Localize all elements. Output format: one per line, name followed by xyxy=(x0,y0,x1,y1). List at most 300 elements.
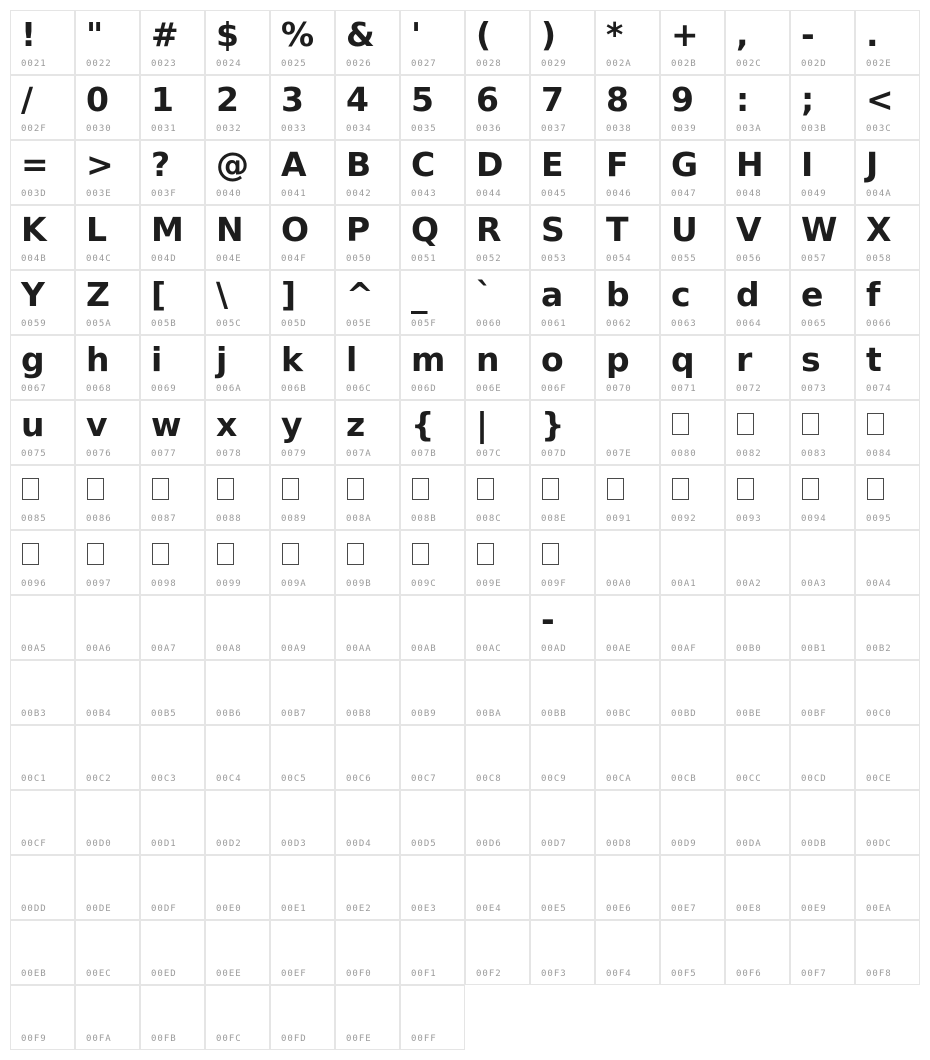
glyph-cell-0052 xyxy=(465,205,530,270)
glyph-cell-004B xyxy=(10,205,75,270)
glyph: } xyxy=(541,405,565,444)
glyph-cell-0087 xyxy=(140,465,205,530)
glyph-cell-00A4 xyxy=(855,530,920,595)
codepoint-label: 005A xyxy=(86,319,112,329)
glyph: O xyxy=(281,210,310,249)
glyph: ^ xyxy=(346,275,374,314)
codepoint-label: 004C xyxy=(86,254,112,264)
glyph: ; xyxy=(801,80,815,119)
grid-row xyxy=(10,985,920,1050)
glyph-cell-00C1 xyxy=(10,725,75,790)
glyph: I xyxy=(801,145,814,184)
glyph: B xyxy=(346,145,372,184)
glyph: R xyxy=(476,210,502,249)
glyph-cell-0076 xyxy=(75,400,140,465)
glyph-cell-00B5 xyxy=(140,660,205,725)
grid-row xyxy=(10,335,920,400)
notdef-box-icon xyxy=(217,543,234,565)
glyph: F xyxy=(606,145,629,184)
codepoint-label: 00C9 xyxy=(541,774,567,784)
codepoint-label: 0098 xyxy=(151,579,177,589)
glyph-cell-00A5 xyxy=(10,595,75,660)
glyph: 5 xyxy=(411,80,434,119)
glyph-cell-0032 xyxy=(205,75,270,140)
glyph-cell-00E6 xyxy=(595,855,660,920)
grid-row xyxy=(10,10,920,75)
codepoint-label: 007D xyxy=(541,449,567,459)
glyph-cell-003A xyxy=(725,75,790,140)
grid-row xyxy=(10,790,920,855)
codepoint-label: 0085 xyxy=(21,514,47,524)
glyph-cell-0045 xyxy=(530,140,595,205)
glyph-cell-0085 xyxy=(10,465,75,530)
glyph-cell-0088 xyxy=(205,465,270,530)
notdef-box-icon xyxy=(672,413,689,435)
codepoint-label: 002F xyxy=(21,124,47,134)
codepoint-label: 0054 xyxy=(606,254,632,264)
glyph-cell-002E xyxy=(855,10,920,75)
glyph-cell-00A1 xyxy=(660,530,725,595)
codepoint-label: 00B1 xyxy=(801,644,827,654)
codepoint-label: 00D7 xyxy=(541,839,567,849)
glyph-cell-00AA xyxy=(335,595,400,660)
glyph-cell-00BC xyxy=(595,660,660,725)
codepoint-label: 00BD xyxy=(671,709,697,719)
glyph: u xyxy=(21,405,45,444)
codepoint-label: 0048 xyxy=(736,189,762,199)
codepoint-label: 00CE xyxy=(866,774,892,784)
codepoint-label: 0031 xyxy=(151,124,177,134)
codepoint-label: 004F xyxy=(281,254,307,264)
glyph-cell-00AF xyxy=(660,595,725,660)
codepoint-label: 00E4 xyxy=(476,904,502,914)
codepoint-label: 0033 xyxy=(281,124,307,134)
glyph-cell-002C xyxy=(725,10,790,75)
glyph-cell-0077 xyxy=(140,400,205,465)
notdef-box-icon xyxy=(672,478,689,500)
codepoint-label: 0023 xyxy=(151,59,177,69)
codepoint-label: 009F xyxy=(541,579,567,589)
codepoint-label: 00E2 xyxy=(346,904,372,914)
glyph-cell-00BF xyxy=(790,660,855,725)
codepoint-label: 0061 xyxy=(541,319,567,329)
codepoint-label: 0078 xyxy=(216,449,242,459)
codepoint-label: 00F1 xyxy=(411,969,437,979)
glyph-cell-0062 xyxy=(595,270,660,335)
glyph-cell-008E xyxy=(530,465,595,530)
glyph-cell-00F8 xyxy=(855,920,920,985)
codepoint-label: 00EC xyxy=(86,969,112,979)
glyph-cell-0050 xyxy=(335,205,400,270)
codepoint-label: 00B4 xyxy=(86,709,112,719)
notdef-box-icon xyxy=(542,478,559,500)
codepoint-label: 0089 xyxy=(281,514,307,524)
glyph-cell-00D2 xyxy=(205,790,270,855)
glyph-cell-00B3 xyxy=(10,660,75,725)
codepoint-label: 0080 xyxy=(671,449,697,459)
glyph: \ xyxy=(216,275,229,314)
glyph: $ xyxy=(216,15,239,54)
notdef-box-icon xyxy=(22,478,39,500)
glyph: X xyxy=(866,210,892,249)
glyph-cell-00EC xyxy=(75,920,140,985)
codepoint-label: 00DC xyxy=(866,839,892,849)
glyph-cell-00BD xyxy=(660,660,725,725)
codepoint-label: 00A3 xyxy=(801,579,827,589)
glyph-cell-0051 xyxy=(400,205,465,270)
glyph-cell-00DE xyxy=(75,855,140,920)
codepoint-label: 00B2 xyxy=(866,644,892,654)
glyph: Z xyxy=(86,275,110,314)
glyph: > xyxy=(86,145,114,184)
codepoint-label: 006A xyxy=(216,384,242,394)
codepoint-label: 0038 xyxy=(606,124,632,134)
codepoint-label: 00C5 xyxy=(281,774,307,784)
glyph-cell-0055 xyxy=(660,205,725,270)
notdef-box-icon xyxy=(412,478,429,500)
codepoint-label: 005F xyxy=(411,319,437,329)
codepoint-label: 008A xyxy=(346,514,372,524)
glyph: , xyxy=(736,15,749,54)
glyph-cell-00C7 xyxy=(400,725,465,790)
glyph-cell-0060 xyxy=(465,270,530,335)
codepoint-label: 00C7 xyxy=(411,774,437,784)
glyph-cell-00E9 xyxy=(790,855,855,920)
glyph: . xyxy=(866,15,879,54)
glyph-cell-007B xyxy=(400,400,465,465)
glyph-cell-008C xyxy=(465,465,530,530)
glyph-cell-00D1 xyxy=(140,790,205,855)
codepoint-label: 0027 xyxy=(411,59,437,69)
glyph-cell-00CA xyxy=(595,725,660,790)
glyph-cell-00B0 xyxy=(725,595,790,660)
glyph: ] xyxy=(281,275,297,314)
glyph-cell-0036 xyxy=(465,75,530,140)
notdef-box-icon xyxy=(152,478,169,500)
glyph: m xyxy=(411,340,446,379)
codepoint-label: 0065 xyxy=(801,319,827,329)
glyph-cell-0082 xyxy=(725,400,790,465)
glyph: 1 xyxy=(151,80,174,119)
codepoint-label: 00D2 xyxy=(216,839,242,849)
glyph-cell-0059 xyxy=(10,270,75,335)
glyph: p xyxy=(606,340,630,379)
glyph-cell-007E xyxy=(595,400,660,465)
glyph-cell-0048 xyxy=(725,140,790,205)
codepoint-label: 00CB xyxy=(671,774,697,784)
notdef-box-icon xyxy=(867,413,884,435)
glyph-cell-00EB xyxy=(10,920,75,985)
notdef-box-icon xyxy=(152,543,169,565)
glyph: 7 xyxy=(541,80,564,119)
codepoint-label: 0076 xyxy=(86,449,112,459)
glyph: [ xyxy=(151,275,167,314)
grid-row xyxy=(10,530,920,595)
glyph-cell-00D4 xyxy=(335,790,400,855)
notdef-box-icon xyxy=(802,478,819,500)
glyph-cell-00BB xyxy=(530,660,595,725)
grid-row xyxy=(10,400,920,465)
codepoint-label: 00D9 xyxy=(671,839,697,849)
codepoint-label: 004B xyxy=(21,254,47,264)
notdef-box-icon xyxy=(802,413,819,435)
glyph-cell-0083 xyxy=(790,400,855,465)
glyph-cell-005C xyxy=(205,270,270,335)
glyph-cell-0067 xyxy=(10,335,75,400)
glyph-cell-0021 xyxy=(10,10,75,75)
codepoint-label: 00AD xyxy=(541,644,567,654)
codepoint-label: 0050 xyxy=(346,254,372,264)
glyph-cell-00E4 xyxy=(465,855,530,920)
glyph: : xyxy=(736,80,750,119)
glyph-cell-0044 xyxy=(465,140,530,205)
glyph-cell-00C4 xyxy=(205,725,270,790)
glyph: ! xyxy=(21,15,37,54)
codepoint-label: 00BE xyxy=(736,709,762,719)
glyph-cell-0093 xyxy=(725,465,790,530)
glyph-cell-003F xyxy=(140,140,205,205)
glyph-cell-0064 xyxy=(725,270,790,335)
glyph-cell-00CD xyxy=(790,725,855,790)
codepoint-label: 005E xyxy=(346,319,372,329)
glyph: ( xyxy=(476,15,492,54)
glyph-cell-0023 xyxy=(140,10,205,75)
codepoint-label: 0030 xyxy=(86,124,112,134)
codepoint-label: 00D6 xyxy=(476,839,502,849)
glyph-cell-00B8 xyxy=(335,660,400,725)
glyph-cell-00DB xyxy=(790,790,855,855)
codepoint-label: 00EF xyxy=(281,969,307,979)
glyph-cell-004D xyxy=(140,205,205,270)
glyph-cell-00D5 xyxy=(400,790,465,855)
codepoint-label: 0052 xyxy=(476,254,502,264)
codepoint-label: 005B xyxy=(151,319,177,329)
codepoint-label: 007C xyxy=(476,449,502,459)
notdef-box-icon xyxy=(282,478,299,500)
glyph: l xyxy=(346,340,358,379)
codepoint-label: 0021 xyxy=(21,59,47,69)
notdef-box-icon xyxy=(22,543,39,565)
notdef-box-icon xyxy=(217,478,234,500)
notdef-box-icon xyxy=(87,543,104,565)
codepoint-label: 0036 xyxy=(476,124,502,134)
grid-row xyxy=(10,205,920,270)
glyph: K xyxy=(21,210,47,249)
codepoint-label: 00E1 xyxy=(281,904,307,914)
codepoint-label: 0066 xyxy=(866,319,892,329)
glyph-cell-00B1 xyxy=(790,595,855,660)
glyph-cell-0098 xyxy=(140,530,205,595)
codepoint-label: 00F0 xyxy=(346,969,372,979)
codepoint-label: 00BA xyxy=(476,709,502,719)
glyph-cell-00AB xyxy=(400,595,465,660)
codepoint-label: 00C0 xyxy=(866,709,892,719)
codepoint-label: 00E7 xyxy=(671,904,697,914)
glyph-cell-0028 xyxy=(465,10,530,75)
glyph-cell-0084 xyxy=(855,400,920,465)
codepoint-label: 006B xyxy=(281,384,307,394)
glyph: 8 xyxy=(606,80,629,119)
glyph-cell-0054 xyxy=(595,205,660,270)
glyph: ' xyxy=(411,15,422,54)
grid-row xyxy=(10,595,920,660)
codepoint-label: 006E xyxy=(476,384,502,394)
glyph: t xyxy=(866,340,882,379)
glyph: A xyxy=(281,145,307,184)
glyph-cell-00C8 xyxy=(465,725,530,790)
codepoint-label: 00A8 xyxy=(216,644,242,654)
glyph: J xyxy=(866,145,879,184)
codepoint-label: 00BF xyxy=(801,709,827,719)
glyph-cell-00A0 xyxy=(595,530,660,595)
glyph-cell-009C xyxy=(400,530,465,595)
glyph-cell-00B7 xyxy=(270,660,335,725)
glyph-cell-00DC xyxy=(855,790,920,855)
glyph-cell-0029 xyxy=(530,10,595,75)
codepoint-label: 00FE xyxy=(346,1034,372,1044)
codepoint-label: 005D xyxy=(281,319,307,329)
glyph-cell-0047 xyxy=(660,140,725,205)
glyph-cell-00ED xyxy=(140,920,205,985)
codepoint-label: 003A xyxy=(736,124,762,134)
codepoint-label: 00D1 xyxy=(151,839,177,849)
glyph: i xyxy=(151,340,163,379)
glyph: r xyxy=(736,340,753,379)
codepoint-label: 00D0 xyxy=(86,839,112,849)
codepoint-label: 00A1 xyxy=(671,579,697,589)
glyph-cell-0041 xyxy=(270,140,335,205)
glyph: / xyxy=(21,80,34,119)
codepoint-label: 0059 xyxy=(21,319,47,329)
glyph-cell-007D xyxy=(530,400,595,465)
codepoint-label: 006C xyxy=(346,384,372,394)
glyph-cell-0022 xyxy=(75,10,140,75)
glyph-cell-00EF xyxy=(270,920,335,985)
codepoint-label: 0069 xyxy=(151,384,177,394)
glyph-cell-0066 xyxy=(855,270,920,335)
codepoint-label: 0070 xyxy=(606,384,632,394)
glyph-cell-00F9 xyxy=(10,985,75,1050)
codepoint-label: 0037 xyxy=(541,124,567,134)
codepoint-label: 0077 xyxy=(151,449,177,459)
glyph-cell-00E2 xyxy=(335,855,400,920)
glyph-cell-00F7 xyxy=(790,920,855,985)
glyph: h xyxy=(86,340,110,379)
codepoint-label: 0047 xyxy=(671,189,697,199)
codepoint-label: 00FB xyxy=(151,1034,177,1044)
notdef-box-icon xyxy=(282,543,299,565)
glyph: Q xyxy=(411,210,440,249)
codepoint-label: 00F9 xyxy=(21,1034,47,1044)
codepoint-label: 0043 xyxy=(411,189,437,199)
codepoint-label: 008C xyxy=(476,514,502,524)
codepoint-label: 002E xyxy=(866,59,892,69)
codepoint-label: 0097 xyxy=(86,579,112,589)
glyph: b xyxy=(606,275,630,314)
glyph-cell-00C9 xyxy=(530,725,595,790)
codepoint-label: 00E8 xyxy=(736,904,762,914)
glyph-cell-00E8 xyxy=(725,855,790,920)
glyph: C xyxy=(411,145,436,184)
glyph-cell-0046 xyxy=(595,140,660,205)
codepoint-label: 00A2 xyxy=(736,579,762,589)
glyph: j xyxy=(216,340,228,379)
glyph: s xyxy=(801,340,821,379)
codepoint-label: 0071 xyxy=(671,384,697,394)
glyph: 6 xyxy=(476,80,499,119)
codepoint-label: 00B7 xyxy=(281,709,307,719)
codepoint-label: 0056 xyxy=(736,254,762,264)
codepoint-label: 0074 xyxy=(866,384,892,394)
codepoint-label: 0044 xyxy=(476,189,502,199)
glyph-cell-00FB xyxy=(140,985,205,1050)
glyph: % xyxy=(281,15,315,54)
glyph-cell-00B4 xyxy=(75,660,140,725)
glyph-cell-00C3 xyxy=(140,725,205,790)
codepoint-label: 002D xyxy=(801,59,827,69)
codepoint-label: 0026 xyxy=(346,59,372,69)
glyph: N xyxy=(216,210,244,249)
codepoint-label: 00DE xyxy=(86,904,112,914)
grid-row xyxy=(10,140,920,205)
glyph-cell-00E1 xyxy=(270,855,335,920)
grid-row xyxy=(10,270,920,335)
codepoint-label: 006F xyxy=(541,384,567,394)
codepoint-label: 00DA xyxy=(736,839,762,849)
notdef-box-icon xyxy=(737,478,754,500)
codepoint-label: 00F6 xyxy=(736,969,762,979)
glyph-cell-00F0 xyxy=(335,920,400,985)
glyph: V xyxy=(736,210,762,249)
glyph-cell-0073 xyxy=(790,335,855,400)
glyph-cell-00FD xyxy=(270,985,335,1050)
notdef-box-icon xyxy=(737,413,754,435)
glyph-cell-005D xyxy=(270,270,335,335)
glyph-cell-004F xyxy=(270,205,335,270)
codepoint-label: 0088 xyxy=(216,514,242,524)
glyph: L xyxy=(86,210,108,249)
codepoint-label: 00A5 xyxy=(21,644,47,654)
glyph: g xyxy=(21,340,45,379)
glyph-cell-0042 xyxy=(335,140,400,205)
glyph: v xyxy=(86,405,108,444)
glyph-cell-0094 xyxy=(790,465,855,530)
codepoint-label: 009E xyxy=(476,579,502,589)
glyph-cell-005F xyxy=(400,270,465,335)
glyph-cell-0049 xyxy=(790,140,855,205)
glyph: ? xyxy=(151,145,171,184)
glyph-cell-00FC xyxy=(205,985,270,1050)
grid-row xyxy=(10,855,920,920)
glyph-cell-008A xyxy=(335,465,400,530)
glyph: d xyxy=(736,275,760,314)
codepoint-label: 00D5 xyxy=(411,839,437,849)
codepoint-label: 006D xyxy=(411,384,437,394)
notdef-box-icon xyxy=(347,543,364,565)
glyph: e xyxy=(801,275,824,314)
codepoint-label: 0029 xyxy=(541,59,567,69)
codepoint-label: 0093 xyxy=(736,514,762,524)
glyph-cell-006D xyxy=(400,335,465,400)
glyph: M xyxy=(151,210,184,249)
codepoint-label: 0049 xyxy=(801,189,827,199)
glyph-cell-0033 xyxy=(270,75,335,140)
grid-row xyxy=(10,75,920,140)
glyph-cell-00CF xyxy=(10,790,75,855)
glyph-cell-00C5 xyxy=(270,725,335,790)
glyph-cell-0040 xyxy=(205,140,270,205)
glyph-cell-002D xyxy=(790,10,855,75)
